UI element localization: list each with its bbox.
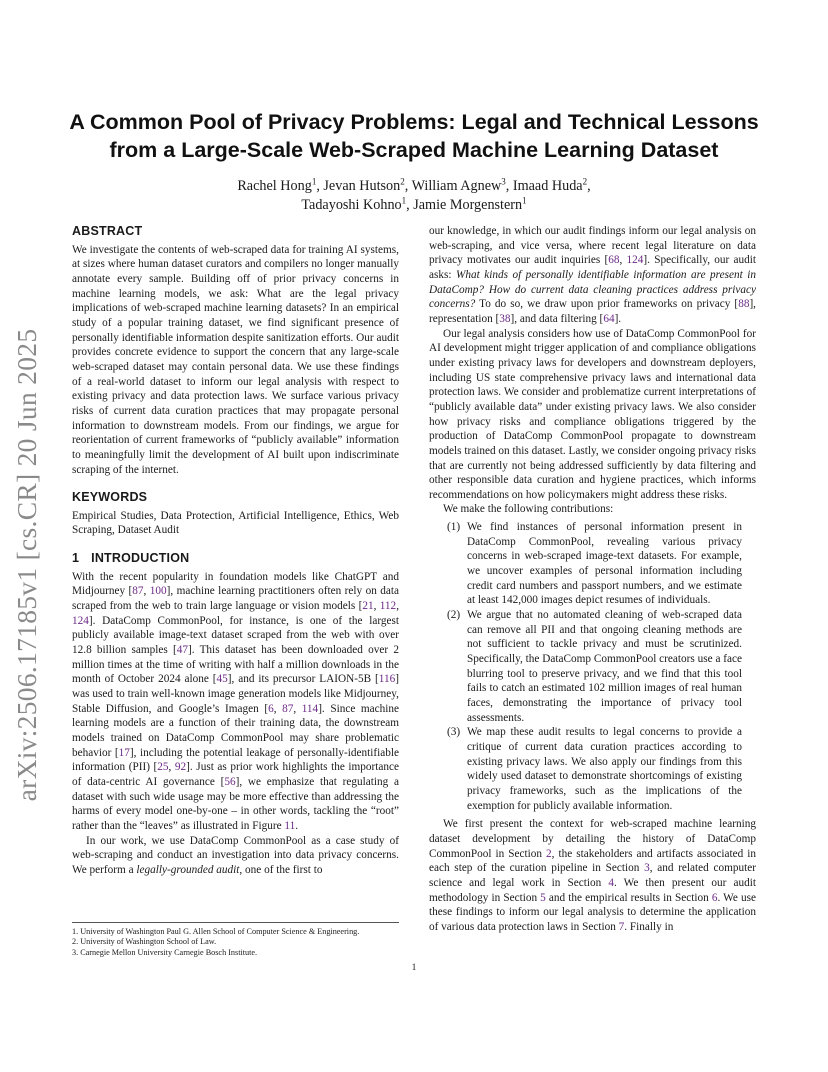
- citation-link[interactable]: 21: [362, 600, 374, 613]
- footnotes: [72, 922, 399, 958]
- citation-link[interactable]: 88: [738, 298, 750, 311]
- author-name: Jevan Hutson: [323, 178, 401, 194]
- citation-link[interactable]: 6: [268, 702, 274, 715]
- intro-paragraph-5: We first present the context for web-scraped machine learning dataset development by detailing the history of DataComp CommonPool in Section 2, the stakeholders and artifacts associated in each step of the curation pipeline in Section 3, and related computer science and legal work in Section 4. We then present our audit methodology in Section 5 and the empirical results in Section 6. We use these findings to inform our legal analysis to determine the application of various data protection laws in Section 7. Finally in: [429, 818, 757, 933]
- intro-paragraph-1: With the recent popularity in foundation models like ChatGPT and Midjourney [87, 100], machine learning practitioners often rely on data scraped from the web to train large language or vision models [21, 112, 124]. DataComp CommonPool, for instance, is one of the largest publicly available image-text dataset scraped from the web with over 12.8 billion samples [47]. This dataset has been downloaded over 2 million times at the time of writing with half a million downloads in the month of October 2024 alone [45], and its precursor LAION-5B [116] was used to train well-known image generation models like Midjourney, Stable Diffusion, and Google’s Imagen [6, 87, 114]. Since machine learning models are a function of their training data, the downstream models trained on DataComp CommonPool may share problematic behavior [17], including the potential leakage of personally-identifiable information (PII) [25, 92]. Just as prior work highlights the importance of data-centric AI governance [56], we emphasize that regulating a dataset with such wide usage may be more effective than addressing the harms of every model one-by-one – in other words, tackling the “root” rather than the “leaves” as illustrated in Figure 11.: [72, 570, 400, 832]
- citation-link[interactable]: 64: [603, 312, 615, 325]
- title-line-2: from a Large-Scale Web-Scraped Machine Learning Dataset: [109, 138, 719, 162]
- figure-link[interactable]: 11: [284, 819, 296, 832]
- citation-link[interactable]: 87: [132, 585, 144, 598]
- section-number: 1: [72, 551, 80, 566]
- author-affiliation: 1: [401, 195, 407, 206]
- citation-link[interactable]: 38: [499, 312, 511, 325]
- citation-link[interactable]: 25: [157, 761, 169, 774]
- footnote: 3. Carnegie Mellon University Carnegie Bosch Institute.: [72, 947, 258, 957]
- author-name: William Agnew: [411, 178, 502, 194]
- left-column: [72, 224, 399, 878]
- intro-paragraph-2: In our work, we use DataComp CommonPool as a case study of web-scraping and conduct an investigation into data privacy concerns. We perform a legally-grounded audit, one of the first to: [72, 834, 399, 876]
- section-link[interactable]: 3: [644, 862, 650, 875]
- author-affiliation: 2: [582, 176, 588, 187]
- citation-link[interactable]: 68: [608, 254, 620, 267]
- author-affiliation: 1: [522, 195, 527, 206]
- citation-link[interactable]: 124: [72, 614, 89, 627]
- arxiv-identifier-stamp: arXiv:2506.17185v1 [cs.CR] 20 Jun 2025: [11, 328, 42, 802]
- citation-link[interactable]: 56: [224, 775, 236, 788]
- citation-link[interactable]: 87: [282, 702, 294, 715]
- section-link[interactable]: 5: [540, 891, 546, 904]
- intro-paragraph-4: We make the following contributions:: [443, 503, 614, 516]
- citation-link[interactable]: 45: [216, 673, 228, 686]
- section-link[interactable]: 4: [608, 876, 614, 889]
- footnote: 1. University of Washington Paul G. Allen School of Computer Science & Engineering.: [72, 927, 360, 936]
- section-link[interactable]: 7: [618, 920, 625, 933]
- author-name: Rachel Hong: [237, 178, 312, 194]
- contributions-list: [429, 520, 756, 813]
- citation-link[interactable]: 112: [379, 600, 397, 613]
- citation-link[interactable]: 17: [118, 746, 130, 759]
- keywords-text: Empirical Studies, Data Protection, Artificial Intelligence, Ethics, Web Scraping, Dataset Audit: [72, 509, 399, 537]
- citation-link[interactable]: 124: [626, 254, 644, 267]
- page-number: 1: [411, 963, 417, 973]
- title-line-1: A Common Pool of Privacy Problems: Legal and Technical Lessons: [69, 110, 759, 134]
- list-item: (1) We find instances of personal information present in DataComp CommonPool, revealing various privacy concerns in web-scraped image-text datasets. For example, we uncover examples of personal information including credit card numbers and passport numbers, and we estimate at least 142,000 images depict resumes of individuals.: [447, 521, 742, 607]
- abstract-text: We investigate the contents of web-scraped data for training AI systems, at sizes where human dataset curators and compilers no longer manually annotate every sample. Building off of prior privacy concerns in machine learning models, we ask: What are the legal privacy implications of web-scraped machine learning datasets? In an empirical study of a popular training dataset, we find significant presence of personally identifiable information despite sanitization efforts. Our audit provides concrete evidence to support the concern that any large-scale web-scraped dataset may contain personal data. We use these findings of a real-world dataset to inform our legal analysis with respect to existing privacy and data protection laws. We surface various privacy risks of current data curation practices that may propagate personal information to downstream models. From our findings, we argue for reorientation of current frameworks of “publicly available” information to meaningfully limit the development of AI built upon indiscriminate scraping of the internet.: [72, 243, 399, 476]
- introduction-heading: [72, 551, 399, 566]
- citation-link[interactable]: 100: [149, 585, 167, 598]
- section-title: INTRODUCTION: [91, 551, 190, 566]
- keywords-heading: KEYWORDS: [72, 490, 148, 505]
- paper-title: [60, 108, 768, 164]
- author-affiliation: 1: [311, 176, 317, 187]
- citation-link[interactable]: 47: [176, 644, 188, 657]
- section-link[interactable]: 2: [546, 847, 552, 860]
- author-line-1: Rachel Hong$^1$, Jevan Hutson$^2$, William Agnew$^3$, Imaad Huda$^2$,: [237, 176, 591, 194]
- list-item: (3) We map these audit results to legal concerns to provide a critique of current data curation practices according to existing privacy laws. We also apply our findings from this widely used dataset to demonstrate shortcomings of existing privacy frameworks, such as the implications of the exemption for publicly available information.: [447, 726, 742, 812]
- intro-paragraph-2-cont: our knowledge, in which our audit findings inform our legal analysis on web-scraping, and vice versa, where recent legal literature on data privacy motivates our audit inquiries [68, 124]. Specifically, our audit asks: What kinds of personally identifiable information are present in DataComp? How do current data cleaning practices address privacy concerns? To do so, we draw upon prior frameworks on privacy [88], representation [38], and data filtering [64].: [429, 225, 756, 325]
- section-link[interactable]: 6: [711, 891, 718, 904]
- intro-paragraph-3: Our legal analysis considers how use of DataComp CommonPool for AI development might trigger application of and compliance obligations under existing privacy laws for developers and downstream deployers, including US state comprehensive privacy laws and international data protection laws. We consider and problematize current interpretations of “publicly available data” under existing privacy laws. We also consider how privacy risks and compliance obligations triggered by the production of DataComp CommonPool propagate to downstream models trained on this dataset. Lastly, we consider ongoing privacy risks that are currently not being addressed sufficiently by data filtering and other responsible data curation and hygiene practices, which informs recommendations on how policymakers might address these risks.: [429, 327, 756, 501]
- right-column: [429, 224, 756, 935]
- author-affiliation: 3: [501, 176, 506, 187]
- list-item: (2) We argue that no automated cleaning of web-scraped data can remove all PII and that ongoing cleaning methods are not sufficient to tackle privacy and must be scrutinized. Specifically, the DataComp CommonPool creators use a face blurring tool to preserve privacy, and we find that this tool fails to catch an estimated 102 million images of real human faces, demonstrating the importance of privacy tool assessments.: [447, 609, 742, 724]
- citation-link[interactable]: 92: [174, 761, 187, 774]
- author-name: Tadayoshi Kohno: [301, 197, 402, 213]
- citation-link[interactable]: 116: [378, 673, 396, 686]
- author-list: [60, 177, 768, 215]
- abstract-heading: ABSTRACT: [72, 224, 143, 238]
- citation-link[interactable]: 114: [301, 702, 319, 715]
- author-line-2: Tadayoshi Kohno$^1$, Jamie Morgenstern$^1$: [301, 195, 527, 213]
- author-name: Jamie Morgenstern: [413, 197, 523, 213]
- author-affiliation: 2: [400, 176, 405, 187]
- footnote: 2. University of Washington School of Law.: [72, 937, 217, 947]
- author-name: Imaad Huda: [512, 178, 583, 194]
